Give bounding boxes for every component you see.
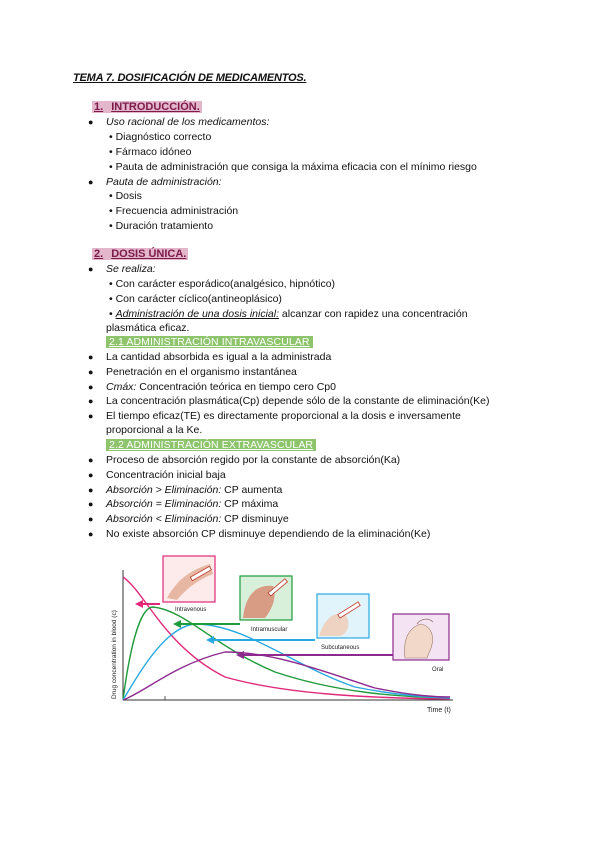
bullet-dot: ● (88, 470, 94, 480)
arrowhead-subcutaneous (206, 636, 214, 644)
uso-racional-label: Uso racional de los medicamentos: (106, 116, 270, 128)
section-number: 1. (94, 101, 104, 113)
list-item-continuation: proporcional a la Ke. (106, 424, 203, 436)
oral-illustration (393, 614, 449, 673)
section-heading-introduccion (92, 101, 202, 113)
bullet-dot: ● (88, 455, 94, 465)
bullet-dot: ● (88, 117, 94, 127)
arrowhead-intravenous (135, 600, 143, 608)
list-item-continuation: plasmática eficaz. (106, 322, 190, 334)
section-title: DOSIS ÚNICA. (111, 248, 187, 260)
list-item: Concentración inicial baja (106, 469, 226, 481)
admin-dosis-inicial-link: Administración de una dosis inicial: (115, 308, 280, 320)
bullet-dot: ● (88, 264, 94, 274)
section-number: 2. (94, 248, 104, 260)
list-item: • Fármaco idóneo (109, 146, 192, 158)
list-item: • Dosis (109, 190, 142, 202)
x-axis-label: Time (t) (427, 707, 451, 714)
arrowhead-intramuscular (173, 620, 181, 628)
section-title: INTRODUCCIÓN. (111, 101, 200, 113)
list-item: Absorción = Eliminación: CP máxima (106, 498, 279, 510)
bullet-dot: ● (88, 499, 94, 509)
pharmacokinetics-figure (105, 552, 460, 720)
intramuscular-illustration (240, 576, 292, 633)
subsection-heading-extravascular: 2.2 ADMINISTRACIÓN EXTRAVASCULAR (106, 439, 316, 451)
y-axis-label: Drug concentration in blood (c) (111, 610, 118, 699)
subcutaneous-illustration (317, 594, 369, 651)
label-intramuscular: Intramuscular (251, 627, 288, 633)
bullet-dot: ● (88, 367, 94, 377)
list-item: No existe absorción CP disminuye dependiendo de la eliminación(Ke) (106, 528, 431, 540)
pauta-label: Pauta de administración: (106, 176, 222, 188)
list-item: • Frecuencia administración (109, 205, 239, 217)
label-intravenous: Intravenous (175, 607, 207, 613)
bullet-dot: ● (88, 485, 94, 495)
bullet-dot: ● (88, 396, 94, 406)
intravenous-illustration (163, 556, 215, 613)
list-item: Proceso de absorción regido por la constante de absorción(Ka) (106, 454, 401, 466)
page-title: TEMA 7. DOSIFICACIÓN DE MEDICAMENTOS. (73, 72, 307, 84)
list-item: • Duración tratamiento (109, 220, 214, 232)
list-item: • Pauta de administración que consiga la máxima eficacia con el mínimo riesgo (109, 161, 477, 173)
list-item: Absorción < Eliminación: CP disminuye (106, 513, 289, 525)
subsection-heading-intravascular: 2.1 ADMINISTRACIÓN INTRAVASCULAR (106, 336, 313, 348)
list-item: Cmáx: Concentración teórica en tiempo cero Cp0 (106, 381, 336, 393)
list-item: • Con carácter esporádico(analgésico, hipnótico) (109, 278, 336, 290)
bullet-dot: ● (88, 529, 94, 539)
label-subcutaneous: Subcutaneous (321, 645, 360, 651)
bullet-dot: ● (88, 411, 94, 421)
list-item: • Con carácter cíclico(antineoplásico) (109, 293, 282, 305)
list-item: Absorción > Eliminación: CP aumenta (106, 484, 283, 496)
list-item: • Diagnóstico correcto (109, 131, 212, 143)
list-item: Penetración en el organismo instantánea (106, 366, 297, 378)
bullet-dot: ● (88, 514, 94, 524)
list-item: • Administración de una dosis inicial: alcanzar con rapidez una concentración (109, 308, 468, 320)
label-oral: Oral (432, 667, 444, 673)
bullet-dot: ● (88, 177, 94, 187)
bullet-dot: ● (88, 352, 94, 362)
list-item: La cantidad absorbida es igual a la administrada (106, 351, 332, 363)
list-item: El tiempo eficaz(TE) es directamente proporcional a la dosis e inversamente (106, 410, 461, 422)
se-realiza-label: Se realiza: (106, 263, 156, 275)
list-item: La concentración plasmática(Cp) depende sólo de la constante de eliminación(Ke) (106, 395, 490, 407)
section-heading-dosis-unica (92, 248, 188, 260)
bullet-dot: ● (88, 382, 94, 392)
